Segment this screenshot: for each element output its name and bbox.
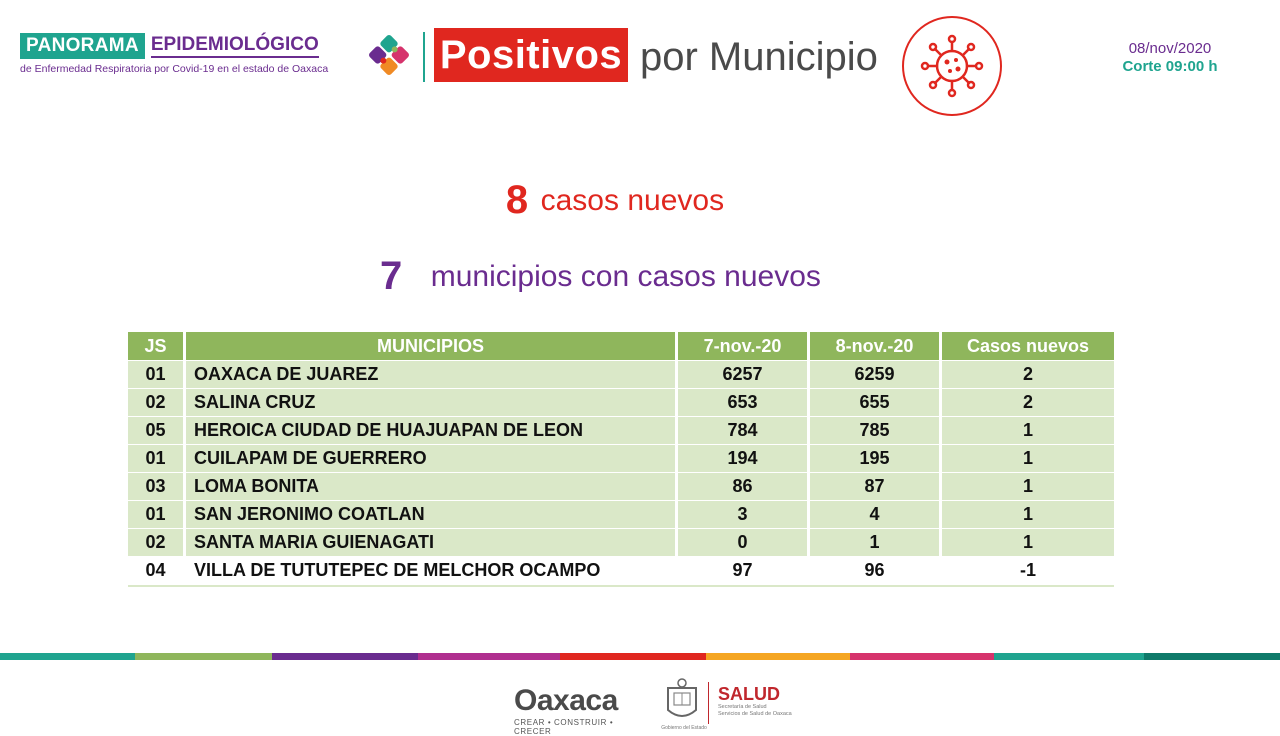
cell-date-2: 195: [810, 445, 942, 472]
cell-municipio: SANTA MARIA GUIENAGATI: [186, 529, 678, 556]
cell-casos-nuevos: 2: [942, 361, 1114, 388]
table-row: [128, 472, 1114, 500]
oaxaca-logo: [514, 685, 644, 736]
new-cases-count: 8: [505, 178, 529, 222]
cell-date-2: 6259: [810, 361, 942, 388]
stripe-segment: [850, 653, 994, 660]
column-header-date-2: 8-nov.-20: [810, 332, 942, 360]
stripe-segment: [560, 653, 706, 660]
date-block: [1110, 40, 1230, 76]
brand-subtitle: de Enfermedad Respiratoria por Covid-19 en el estado de Oaxaca: [20, 63, 329, 75]
table-row: [128, 388, 1114, 416]
table-row: [128, 360, 1114, 388]
brand-panorama: PANORAMA: [20, 33, 145, 59]
seal-caption: Gobierno del Estado: [661, 725, 707, 731]
cell-js: 03: [128, 473, 186, 500]
cell-js: 02: [128, 389, 186, 416]
stripe-segment: [0, 653, 135, 660]
cell-casos-nuevos: 1: [942, 529, 1114, 556]
cell-date-1: 3: [678, 501, 810, 528]
cell-municipio: LOMA BONITA: [186, 473, 678, 500]
salud-line-2: Servicios de Salud de Oaxaca: [718, 711, 792, 717]
municipalities-label: municipios con casos nuevos: [430, 259, 821, 293]
cell-date-2: 785: [810, 417, 942, 444]
cell-date-1: 784: [678, 417, 810, 444]
table-row: [128, 500, 1114, 528]
cell-casos-nuevos: 2: [942, 389, 1114, 416]
header: [0, 0, 1280, 130]
municipalities-count: 7: [380, 254, 403, 298]
table-header: [128, 332, 1114, 360]
cell-js: 01: [128, 501, 186, 528]
cell-js: 02: [128, 529, 186, 556]
cell-date-2: 96: [810, 557, 942, 584]
cell-js: 01: [128, 361, 186, 388]
brand-block: [20, 33, 365, 75]
cell-municipio: CUILAPAM DE GUERRERO: [186, 445, 678, 472]
stripe-segment: [1144, 653, 1280, 660]
table-row: [128, 528, 1114, 556]
oaxaca-tagline: CREAR • CONSTRUIR • CRECER: [514, 718, 614, 736]
cell-date-2: 1: [810, 529, 942, 556]
cell-casos-nuevos: 1: [942, 445, 1114, 472]
cell-municipio: VILLA DE TUTUTEPEC DE MELCHOR OCAMPO: [186, 557, 678, 584]
cell-casos-nuevos: 1: [942, 501, 1114, 528]
new-cases-summary: [0, 178, 1230, 223]
color-stripe: [0, 653, 1280, 660]
cell-date-1: 194: [678, 445, 810, 472]
table-bottom-rule: [128, 585, 1114, 587]
cell-date-1: 86: [678, 473, 810, 500]
cell-date-1: 0: [678, 529, 810, 556]
title-positivos: Positivos: [434, 28, 628, 82]
stripe-segment: [706, 653, 850, 660]
stripe-segment: [135, 653, 272, 660]
cell-date-1: 6257: [678, 361, 810, 388]
brand-epidemiologico: EPIDEMIOLÓGICO: [151, 34, 319, 58]
cell-js: 04: [128, 557, 186, 584]
municipalities-summary: [380, 254, 821, 299]
footer-divider: [708, 682, 709, 724]
title-por-municipio: por Municipio: [640, 35, 878, 79]
cell-date-2: 87: [810, 473, 942, 500]
cell-js: 01: [128, 445, 186, 472]
new-cases-label: casos nuevos: [540, 183, 725, 217]
cell-date-1: 97: [678, 557, 810, 584]
footer: [0, 668, 1280, 736]
column-header-date-1: 7-nov.-20: [678, 332, 810, 360]
cutoff-time: Corte 09:00 h: [1122, 58, 1218, 75]
stripe-segment: [994, 653, 1144, 660]
table-row: [128, 556, 1114, 584]
brand-title: [20, 33, 365, 59]
puzzle-x-logo-icon: [366, 31, 412, 79]
cell-date-1: 653: [678, 389, 810, 416]
column-header-municipios: MUNICIPIOS: [186, 332, 678, 360]
cell-casos-nuevos: 1: [942, 473, 1114, 500]
virus-icon: [900, 14, 1004, 118]
salud-line-1: Secretaría de Salud: [718, 704, 767, 710]
cell-municipio: SAN JERONIMO COATLAN: [186, 501, 678, 528]
cell-casos-nuevos: -1: [942, 557, 1114, 584]
cases-table: [128, 332, 1114, 587]
table-row: [128, 416, 1114, 444]
state-seal-icon: [664, 676, 700, 724]
cell-date-2: 4: [810, 501, 942, 528]
salud-logo: [718, 684, 792, 718]
cell-casos-nuevos: 1: [942, 417, 1114, 444]
table-body: [128, 360, 1114, 584]
column-header-casos-nuevos: Casos nuevos: [942, 332, 1114, 360]
report-date: 08/nov/2020: [1128, 40, 1212, 57]
cell-municipio: OAXACA DE JUAREZ: [186, 361, 678, 388]
cell-municipio: SALINA CRUZ: [186, 389, 678, 416]
header-divider: [423, 32, 425, 82]
oaxaca-wordmark: Oaxaca: [514, 684, 618, 717]
cell-js: 05: [128, 417, 186, 444]
stripe-segment: [418, 653, 560, 660]
table-row: [128, 444, 1114, 472]
cell-municipio: HEROICA CIUDAD DE HUAJUAPAN DE LEON: [186, 417, 678, 444]
table-header-row: [128, 332, 1114, 360]
column-header-js: JS: [128, 332, 186, 360]
cell-date-2: 655: [810, 389, 942, 416]
salud-wordmark: SALUD: [718, 684, 780, 704]
stripe-segment: [272, 653, 418, 660]
